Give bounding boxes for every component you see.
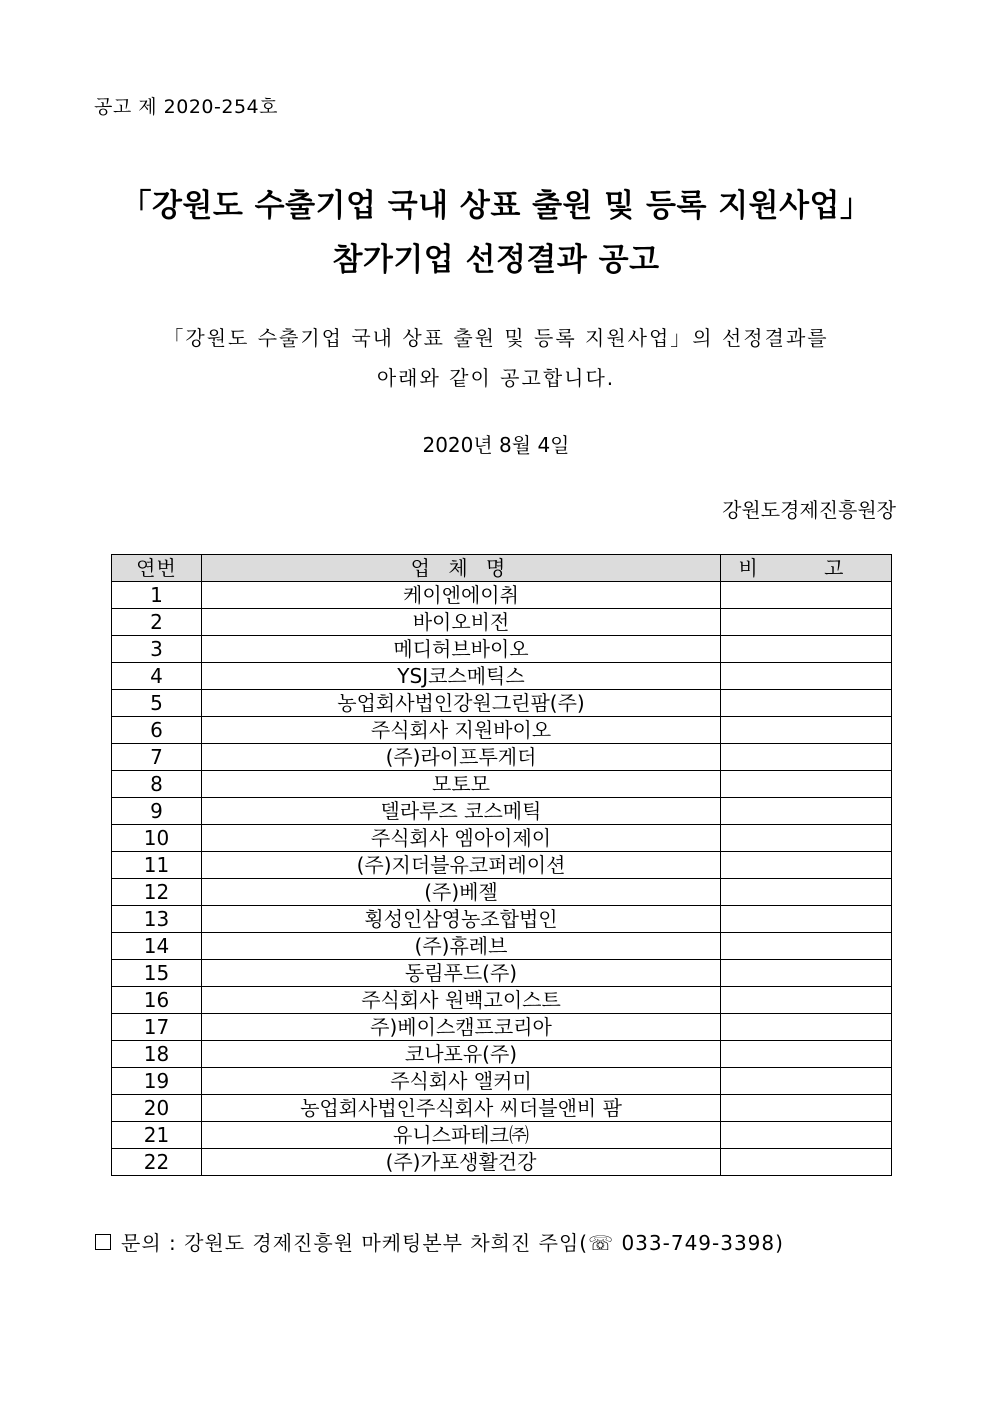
row-company-name: (주)가포생활건강 — [202, 1149, 721, 1176]
header-company-name: 업 체 명 — [202, 555, 721, 582]
table-header-row — [112, 555, 892, 582]
table-row — [112, 582, 892, 609]
row-number: 15 — [112, 960, 202, 987]
row-company-name: YSJ코스메틱스 — [202, 663, 721, 690]
contact-info — [95, 1227, 784, 1256]
selection-result-table — [111, 554, 892, 1176]
row-note — [721, 1068, 892, 1095]
table-row — [112, 1122, 892, 1149]
row-note — [721, 1095, 892, 1122]
row-number: 11 — [112, 852, 202, 879]
row-number: 17 — [112, 1014, 202, 1041]
row-company-name: (주)베젤 — [202, 879, 721, 906]
row-company-name: 케이엔에이취 — [202, 582, 721, 609]
row-note — [721, 906, 892, 933]
row-number: 13 — [112, 906, 202, 933]
row-company-name: 메디허브바이오 — [202, 636, 721, 663]
table-row — [112, 609, 892, 636]
row-note — [721, 771, 892, 798]
row-company-name: 주식회사 원백고이스트 — [202, 987, 721, 1014]
table-row — [112, 987, 892, 1014]
row-company-name: 농업회사법인강원그린팜(주) — [202, 690, 721, 717]
row-company-name: 코나포유(주) — [202, 1041, 721, 1068]
row-company-name: 주식회사 지원바이오 — [202, 717, 721, 744]
table-row — [112, 771, 892, 798]
row-note — [721, 690, 892, 717]
row-number: 5 — [112, 690, 202, 717]
row-company-name: 바이오비전 — [202, 609, 721, 636]
notice-number: 공고 제 2020-254호 — [94, 96, 278, 118]
row-note — [721, 852, 892, 879]
row-note — [721, 609, 892, 636]
row-note — [721, 879, 892, 906]
row-company-name: 모토모 — [202, 771, 721, 798]
row-company-name: 주)베이스캠프코리아 — [202, 1014, 721, 1041]
row-note — [721, 744, 892, 771]
row-note — [721, 1149, 892, 1176]
row-note — [721, 1122, 892, 1149]
body-line-1: 「강원도 수출기업 국내 상표 출원 및 등록 지원사업」의 선정결과를 — [163, 326, 829, 350]
table-row — [112, 744, 892, 771]
table-row — [112, 717, 892, 744]
row-number: 19 — [112, 1068, 202, 1095]
row-company-name: 주식회사 앨커미 — [202, 1068, 721, 1095]
row-note — [721, 1014, 892, 1041]
row-number: 3 — [112, 636, 202, 663]
issuer: 강원도경제진흥원장 — [722, 498, 896, 522]
row-company-name: 주식회사 엠아이제이 — [202, 825, 721, 852]
row-note — [721, 960, 892, 987]
table-row — [112, 1149, 892, 1176]
row-note — [721, 825, 892, 852]
row-number: 18 — [112, 1041, 202, 1068]
row-company-name: 동림푸드(주) — [202, 960, 721, 987]
row-number: 2 — [112, 609, 202, 636]
row-company-name: (주)휴레브 — [202, 933, 721, 960]
table-row — [112, 1095, 892, 1122]
table-row — [112, 933, 892, 960]
table-row — [112, 1041, 892, 1068]
table-row — [112, 825, 892, 852]
table-row — [112, 1068, 892, 1095]
row-number: 6 — [112, 717, 202, 744]
announcement-date: 2020년 8월 4일 — [422, 433, 570, 457]
row-number: 16 — [112, 987, 202, 1014]
body-line-2: 아래와 같이 공고합니다. — [376, 366, 616, 390]
row-number: 20 — [112, 1095, 202, 1122]
row-company-name: 횡성인삼영농조합법인 — [202, 906, 721, 933]
row-note — [721, 717, 892, 744]
row-company-name: 델라루즈 코스메틱 — [202, 798, 721, 825]
title-line-1: 「강원도 수출기업 국내 상표 출원 및 등록 지원사업」 — [120, 188, 872, 224]
row-note — [721, 1041, 892, 1068]
row-number: 14 — [112, 933, 202, 960]
row-company-name: 농업회사법인주식회사 씨더블앤비 팜 — [202, 1095, 721, 1122]
row-number: 22 — [112, 1149, 202, 1176]
table-row — [112, 663, 892, 690]
row-note — [721, 582, 892, 609]
row-number: 1 — [112, 582, 202, 609]
row-note — [721, 663, 892, 690]
table-row — [112, 960, 892, 987]
row-note — [721, 933, 892, 960]
row-number: 7 — [112, 744, 202, 771]
table-row — [112, 636, 892, 663]
table-row — [112, 906, 892, 933]
row-company-name: (주)라이프투게더 — [202, 744, 721, 771]
table-row — [112, 879, 892, 906]
table-row — [112, 690, 892, 717]
table-row — [112, 798, 892, 825]
row-note — [721, 987, 892, 1014]
row-number: 8 — [112, 771, 202, 798]
row-note — [721, 798, 892, 825]
row-number: 10 — [112, 825, 202, 852]
row-number: 4 — [112, 663, 202, 690]
row-number: 12 — [112, 879, 202, 906]
header-note: 비 고 — [721, 555, 892, 582]
title-line-2: 참가기업 선정결과 공고 — [332, 242, 660, 278]
header-number: 연번 — [112, 555, 202, 582]
row-company-name: 유니스파테크㈜ — [202, 1122, 721, 1149]
row-number: 21 — [112, 1122, 202, 1149]
row-number: 9 — [112, 798, 202, 825]
table-row — [112, 852, 892, 879]
table-body — [112, 582, 892, 1176]
checkbox-icon — [95, 1234, 111, 1250]
row-company-name: (주)지더블유코퍼레이션 — [202, 852, 721, 879]
row-note — [721, 636, 892, 663]
contact-text: 문의 : 강원도 경제진흥원 마케팅본부 차희진 주임(☏ 033-749-3398) — [121, 1231, 784, 1255]
table-row — [112, 1014, 892, 1041]
